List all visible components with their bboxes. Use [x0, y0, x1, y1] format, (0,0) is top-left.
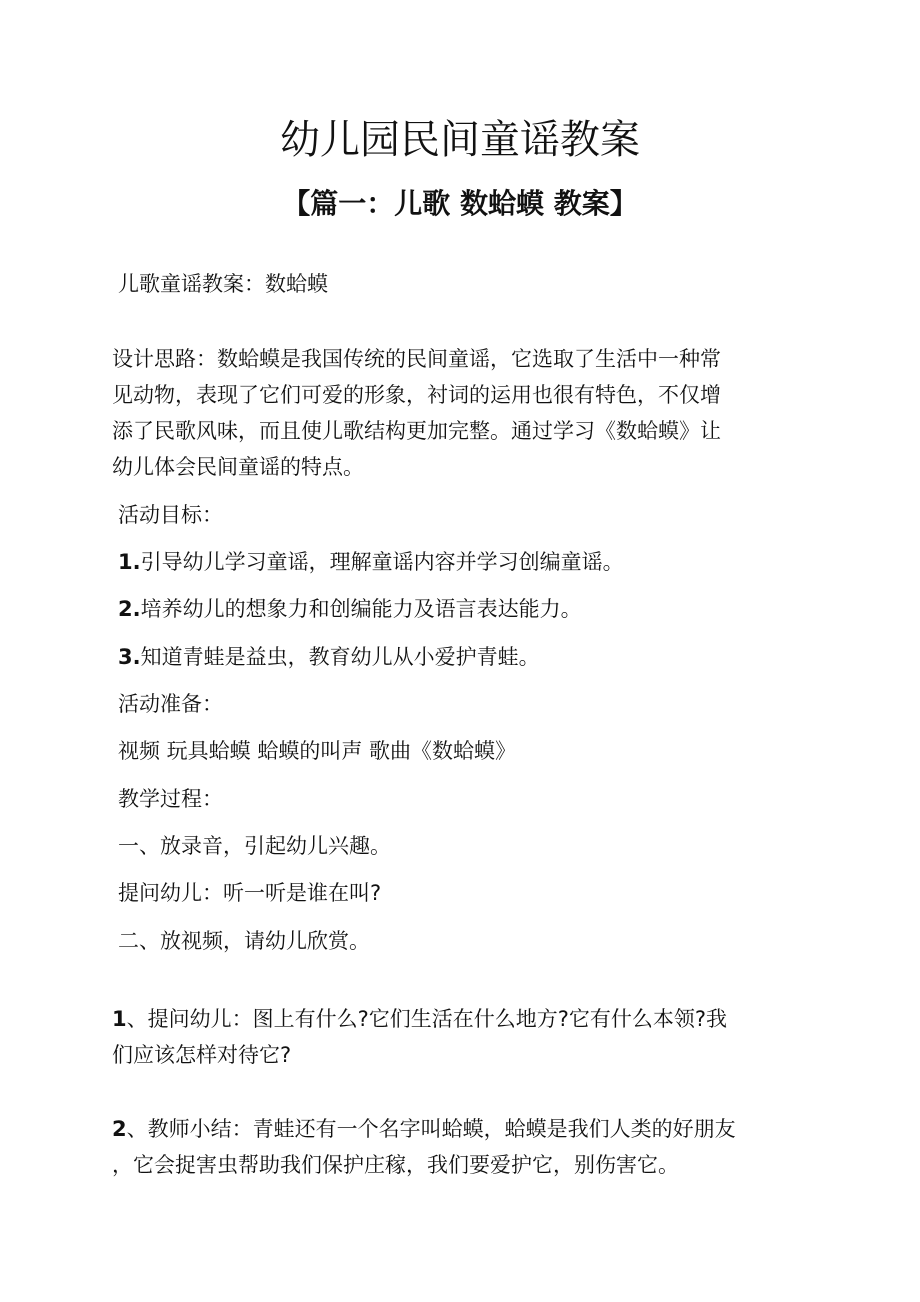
- sub-item-number: 1: [112, 1007, 127, 1031]
- goal-number: 2.: [118, 597, 141, 621]
- design-line: 见动物，表现了它们可爱的形象，衬词的运用也很有特色，不仅增: [112, 383, 721, 407]
- goal-item-1: [118, 544, 624, 580]
- goal-text: 培养幼儿的想象力和创编能力及语言表达能力。: [140, 597, 582, 621]
- goals-heading: 活动目标：: [118, 503, 223, 527]
- sub-item-line: 们应该怎样对待它?: [112, 1043, 292, 1067]
- design-line: 设计思路：数蛤蟆是我国传统的民间童谣，它选取了生活中一种常: [112, 347, 721, 371]
- prep-text: 视频 玩具蛤蟆 蛤蟆的叫声 歌曲《数蛤蟆》: [118, 739, 517, 763]
- goal-text: 知道青蛙是益虫，教育幼儿从小爱护青蛙。: [140, 645, 540, 669]
- design-line: 添了民歌风味，而且使儿歌结构更加完整。通过学习《数蛤蟆》让: [112, 419, 721, 443]
- lesson-title: 儿歌童谣教案：数蛤蟆: [118, 272, 328, 296]
- design-line: 幼儿体会民间童谣的特点。: [112, 455, 364, 479]
- step-two: 二、放视频，请幼儿欣赏。: [118, 929, 370, 953]
- design-paragraph: [112, 341, 802, 485]
- sub-item-line: ，它会捉害虫帮助我们保护庄稼，我们要爱护它，别伤害它。: [112, 1153, 679, 1177]
- document-title: 幼儿园民间童谣教案: [280, 117, 640, 163]
- sub-item-2: [112, 1111, 802, 1183]
- process-heading: 教学过程：: [118, 787, 223, 811]
- sub-item-line: 、提问幼儿：图上有什么?它们生活在什么地方?它有什么本领?我: [126, 1007, 728, 1031]
- step-one-question: 提问幼儿：听一听是谁在叫?: [118, 881, 382, 905]
- goal-item-2: [118, 591, 582, 627]
- goal-item-3: [118, 639, 540, 675]
- document-subtitle: 【篇一：儿歌 数蛤蟆 教案】: [282, 187, 638, 220]
- sub-item-number: 2: [112, 1117, 127, 1141]
- goal-number: 3.: [118, 645, 141, 669]
- sub-item-1: [112, 1001, 802, 1073]
- goal-text: 引导幼儿学习童谣，理解童谣内容并学习创编童谣。: [140, 550, 624, 574]
- prep-heading: 活动准备：: [118, 692, 223, 716]
- goal-number: 1.: [118, 550, 141, 574]
- sub-item-line: 、教师小结：青蛙还有一个名字叫蛤蟆，蛤蟆是我们人类的好朋友: [126, 1117, 736, 1141]
- step-one: 一、放录音，引起幼儿兴趣。: [118, 834, 391, 858]
